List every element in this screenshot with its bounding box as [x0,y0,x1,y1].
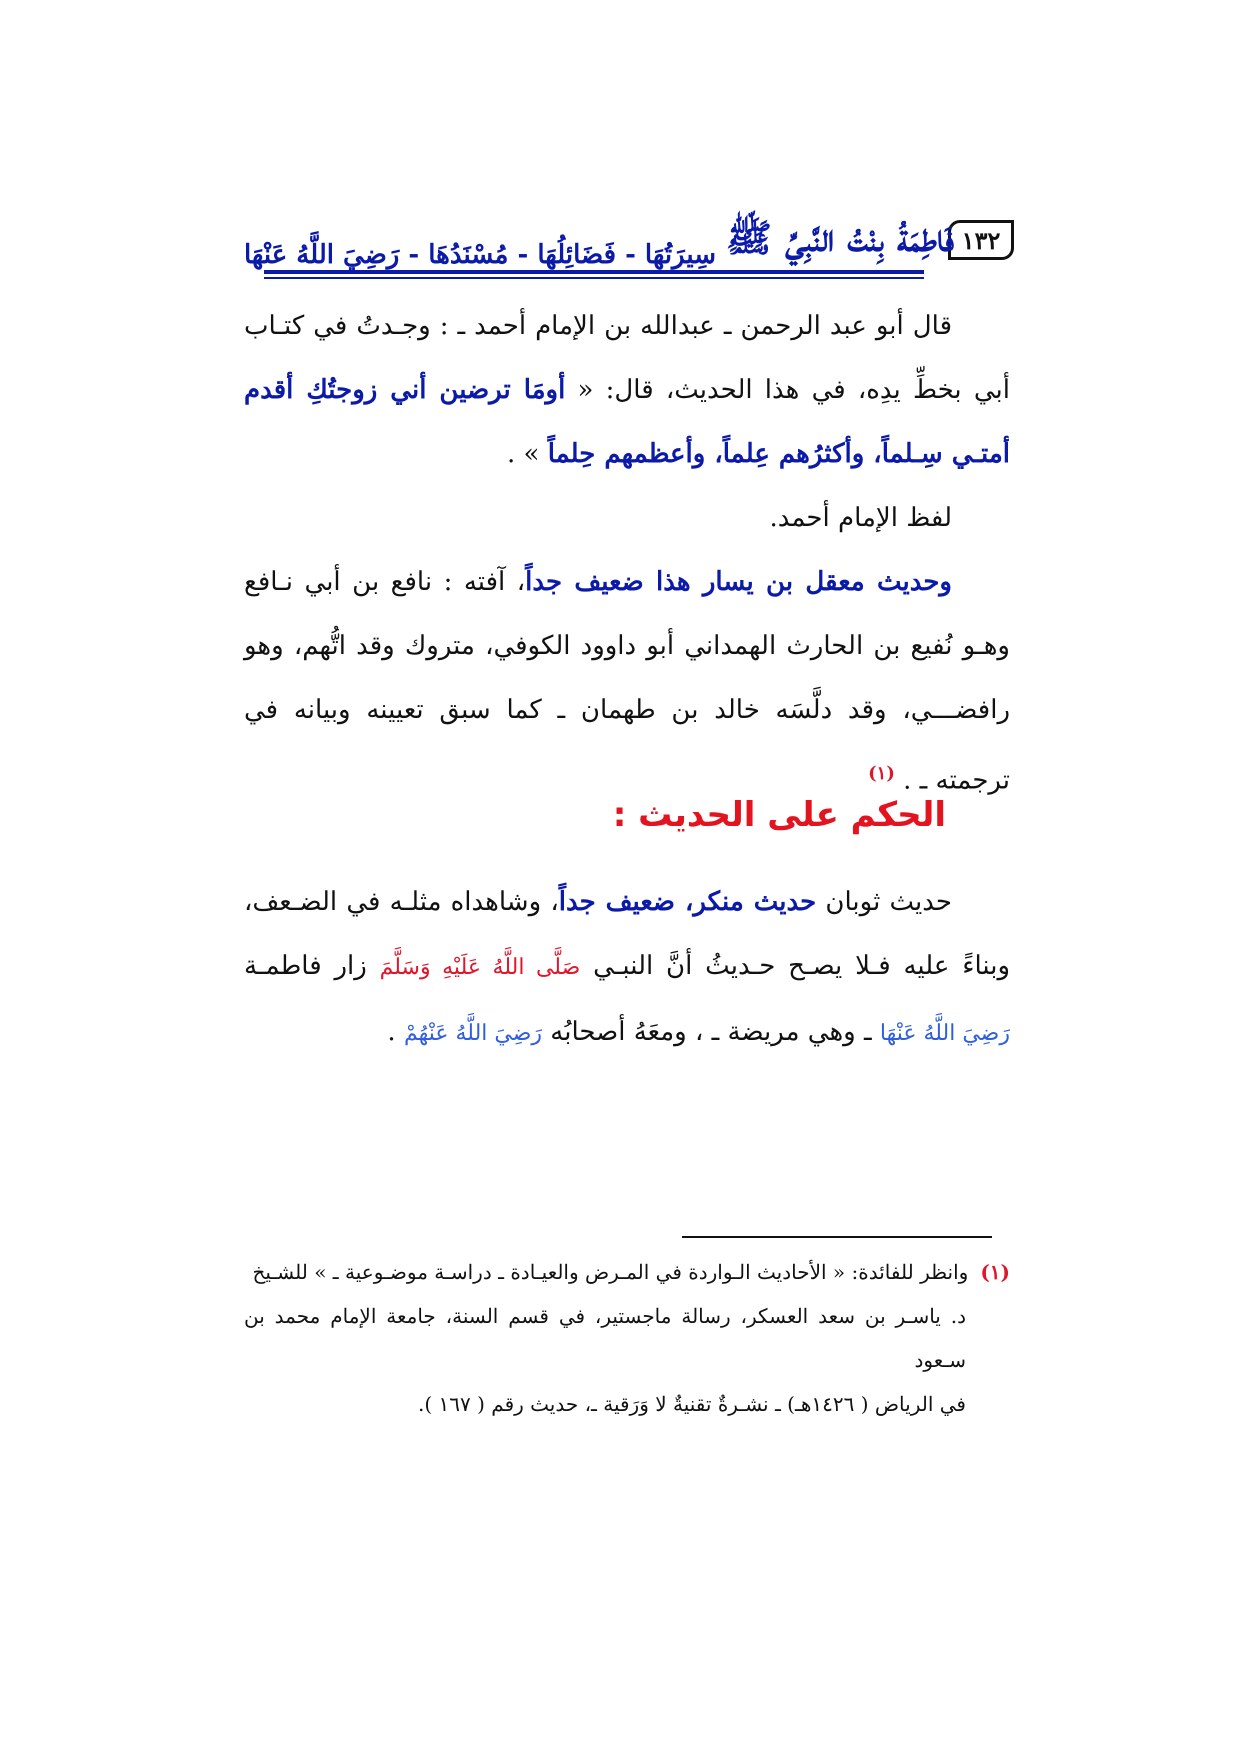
footnote-line-1 [244,1250,1010,1294]
page-header [243,206,1014,278]
ruling-part5: . [387,1017,404,1047]
footnote-line-3: في الرياض ( ١٤٢٦هـ) ـ نشـرةٌ تقنيةٌ لا وَرَقية ـ، حديث رقم ( ١٦٧ ). [417,1392,966,1416]
maqil-verdict: وحديث معقل بن يسار هذا ضعيف جداً [525,567,952,597]
footnote-text-1: وانظر للفائدة: « الأحاديث الـواردة في المـرض والعيـادة ـ دراسـة موضـوعية ـ » للشـيخ [252,1260,969,1284]
ruling-part2: ، وشاهداه مثلـه في الضـعف، وبناءً عليه فـلا يصـح حـديثُ أنَّ النبـي [244,887,1010,981]
ruling-part3: زار فاطمـة [244,951,380,981]
paragraph-ruling [244,870,1010,1066]
book-subtitle: سِيرَتُهَا - فَضَائِلُهَا - مُسْنَدُهَا - رَضِيَ اللَّهُ عَنْهَا [243,240,717,270]
section-heading: الحكم على الحديث : [612,795,946,835]
ruling-part1: حديث ثوبان [816,887,952,917]
paragraph-wording-note [244,486,1010,550]
maqil-explanation: ، آفته : نافع بن أبي نـافع وهـو نُفيع بن الحارث الهمداني أبو داوود الكوفي، متروك وقد اتُّهم، وهو رافضـــي، وقد دلَّسَه خالد بن طهمان ـ كما سبق تعيينه وبيانه في ترجمته ـ . [244,567,1010,796]
paragraph-maqil-hadith [244,550,1010,813]
running-title [243,212,955,270]
thawban-verdict: حديث منكر، ضعيف جداً [558,887,817,917]
page-number: ١٣٢ [948,220,1014,260]
footnote-number: (١) [980,1260,1010,1284]
prophet-honorific: صَلَّى اللَّهُ عَلَيْهِ وَسَلَّمَ [379,955,581,980]
book-title: فَاطِمَةُ بِنْتُ النَّبِيِّ ﷺ [726,215,955,260]
footnote-line-2: د. ياسـر بن سعد العسكر، رسالة ماجستير، في قسم السنة، جامعة الإمام محمد بن سـعود [244,1304,966,1372]
ruling-part4: ـ وهي مريضة ـ ، ومعَهُ أصحابُه [542,1017,880,1047]
fatima-honorific: رَضِيَ اللَّهُ عَنْهَا [879,1021,1010,1046]
footnote [244,1250,1010,1426]
footnote-separator [682,1236,992,1238]
quote-end: » . [506,439,548,469]
hadith-quote: أومَا ترضين أني زوجتُكِ أقدم أمتـي سِـلماً، وأكثرُهم عِلماً، وأعظمهم حِلماً [244,375,1010,469]
footnote-reference[interactable]: (١) [868,763,895,784]
header-rule-thin [264,277,924,279]
companions-honorific: رَضِيَ اللَّهُ عَنْهُمْ [403,1021,543,1046]
paragraph-intro: قال أبو عبد الرحمن ـ عبدالله بن الإمام أحمد ـ : وجـدتُ في كتـاب أبي بخطِّ يدِه، في هذا الحديث، قال: « [244,311,1010,405]
wording-note: لفظ الإمام أحمد. [769,503,952,533]
paragraph-abdullah-report [244,294,1010,486]
header-rule [264,270,924,274]
